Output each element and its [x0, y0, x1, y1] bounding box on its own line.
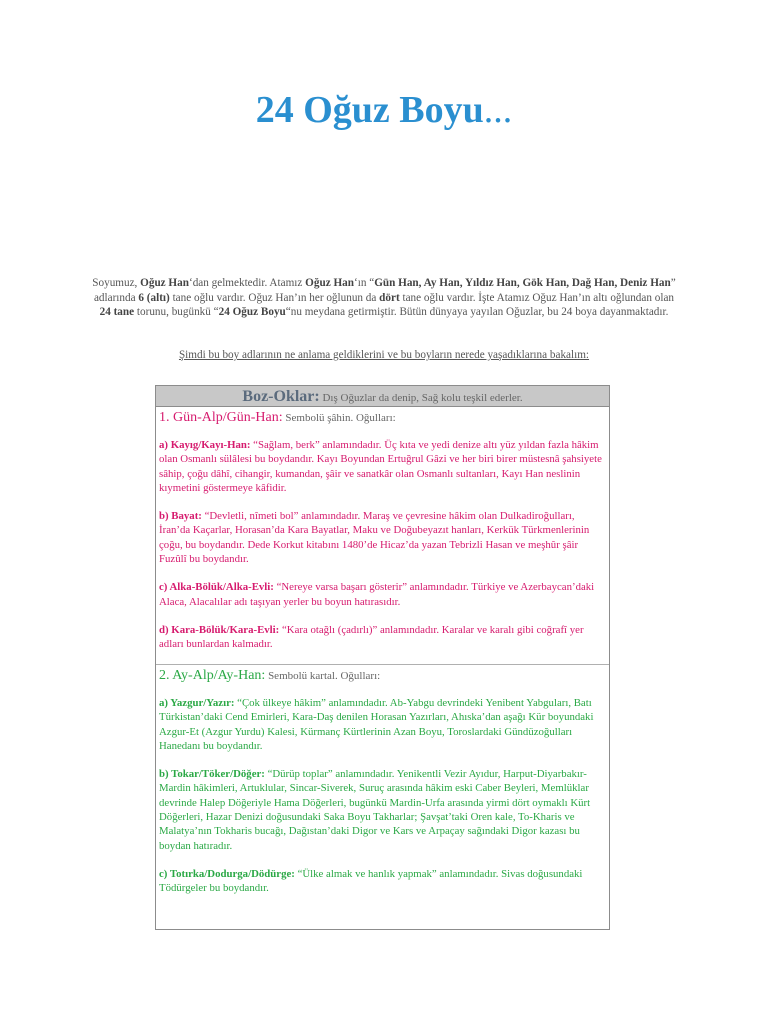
item-label: b) Bayat: [159, 510, 202, 523]
list-item [159, 767, 606, 853]
list-item [159, 580, 606, 609]
section-name: 2. Ay-Alp/Ay-Han: [159, 668, 266, 683]
intro-text: ‘ın “ [353, 277, 375, 289]
list-item [159, 509, 606, 566]
section-heading [159, 409, 606, 427]
item-text: “Nereye varsa başarı gösterir” anlamındadır. Türkiye ve Azerbaycan’daki Alaca, Alacalılar adı taşıyan yerler bu boyun hatırasıdır. [159, 581, 595, 608]
item-text: “Kara otağlı (çadırlı)” anlamındadır. Karalar ve karalı gibi coğrafî yer adları bunlardan kalmadır. [159, 623, 584, 651]
page-title [0, 88, 768, 132]
intro-bold: Oğuz Han [140, 277, 189, 289]
intro-bold: Oğuz Han [305, 277, 354, 289]
intro-text: tane oğlu vardır. Oğuz Han’ın her oğlunun da [169, 291, 380, 304]
list-item [159, 623, 606, 652]
list-item [159, 867, 606, 896]
item-text: “Dürüp toplar” anlamındadır. Yenikentli Vezir Ayıdur, Harput-Diyarbakır-Mardin hâkimleri, Artuklular, Sincar-Siverek, Suruç arasında hâkim eski Caber Beyleri, Memlüklar devrinde Halep Döğeriyle Hama Döğerleri, bugünkü Mardin-Urfa arasında yirmi dört oymaklı Kürt Döğerleri, Hazar Denizi doğusundaki Saka Boyu Takharlar; Şavşat’taki Oren kale, To-Kharis ve Malatya’nın Tokharis bucağı, Dağıstan’daki Digor ve Kars ve Arpaçay sağındaki Digor kazası bu boydan hatıradır. [159, 768, 591, 852]
prompt-line: Şimdi bu boy adlarının ne anlama geldiklerini ve bu boyların nerede yaşadıklarına bakalım: [178, 349, 590, 361]
intro-text: Soyumuz, [92, 277, 141, 289]
item-text: “Sağlam, berk” anlamındadır. Üç kıta ve yedi denize altı yüz yıldan fazla hâkim olan Osmanlı sülâlesi bu boydandır. Kayı Boyundan Ertuğrul Gâzi ve her biri birer müstesnâ şahsiyete sâhip, çoğu dâhî, cihangir, kumandan, şâir ve sanatkâr olan Osmanlı sultanları, Kayı Han neslinin kıymetini göstermeye kâfidir. [159, 439, 602, 494]
boy-table [155, 385, 610, 930]
list-item [159, 438, 606, 495]
section-symbol: Sembolü kartal. Oğulları: [265, 670, 381, 682]
intro-bold: dört [379, 291, 400, 304]
table-header [156, 386, 609, 407]
intro-text: torunu, bugünkü “ [134, 306, 219, 319]
item-text: “Çok ülkeye hâkim” anlamındadır. Ab-Yabgu devrindeki Yenibent Yabguları, Batı Türkistan’daki Cend Emirleri, Kara-Daş denilen Horasan Yazırları, Ahıska’dan aşağı Kür boyundaki Azgur-Et (Azgur Yurdu) Kalesi, Kürmanç Kürtlerinin Azan Boyu, Toroslardaki Gündüzoğulları Hanedanı bu boydandır. [159, 697, 594, 752]
section-ay-han [156, 665, 609, 927]
intro-text: ” adlarında [93, 277, 676, 304]
intro-text: ‘dan gelmektedir. Atamız [188, 277, 306, 289]
item-label: a) Yazgur/Yazır: [159, 697, 235, 709]
title-text: 24 Oğuz Boyu [255, 89, 484, 131]
section-symbol: Sembolü şâhin. Oğulları: [282, 412, 396, 424]
intro-bold: Gün Han, Ay Han, Yıldız Han, Gök Han, Dağ Han, Deniz Han [374, 277, 671, 289]
item-label: c) Alka-Bölük/Alka-Evli: [159, 581, 274, 594]
section-gun-han [156, 407, 609, 665]
item-label: a) Kayıg/Kayı-Han: [159, 439, 251, 451]
item-text: “Ülke almak ve hanlık yapmak” anlamındadır. Sivas doğusundaki Tödürgeler bu boydandır. [159, 867, 583, 895]
item-text: “Devletli, nîmeti bol” anlamındadır. Maraş ve çevresine hâkim olan Dulkadiroğulları, İran’da Kaçarlar, Horasan’da Kara Bayatlar, Maku ve Doğubeyazıt hanları, Kerkük Türkmenlerinin çoğu, bu boydandır. Dede Korkut kitabını 1480’de Hicaz’da yazan Tebrizli Hasan ve meşhûr şâir Fuzûlî bu boydandır. [159, 510, 590, 566]
intro-text: “nu meydana getirmiştir. Bütün dünyaya yayılan Oğuzlar, bu 24 boya dayanmaktadır. [285, 306, 669, 319]
table-header-title: Boz-Oklar: [242, 388, 320, 405]
table-header-subtitle: Dış Oğuzlar da denip, Sağ kolu teşkil ederler. [319, 392, 523, 404]
intro-bold: 6 (altı) [138, 291, 170, 304]
title-ellipsis: ... [483, 89, 513, 131]
item-label: c) Totırka/Dodurga/Dödürge: [159, 867, 295, 880]
item-label: d) Kara-Bölük/Kara-Evli: [159, 623, 280, 636]
intro-bold: 24 tane [99, 306, 135, 319]
item-label: b) Tokar/Töker/Döğer: [159, 768, 265, 781]
intro-bold: 24 Oğuz Boyu [218, 306, 286, 319]
section-heading [159, 667, 606, 685]
intro-paragraph [88, 276, 680, 320]
section-name: 1. Gün-Alp/Gün-Han: [159, 410, 283, 425]
list-item [159, 696, 606, 753]
intro-text: tane oğlu vardır. İşte Atamız Oğuz Han’ın altı oğlundan olan [399, 291, 675, 304]
